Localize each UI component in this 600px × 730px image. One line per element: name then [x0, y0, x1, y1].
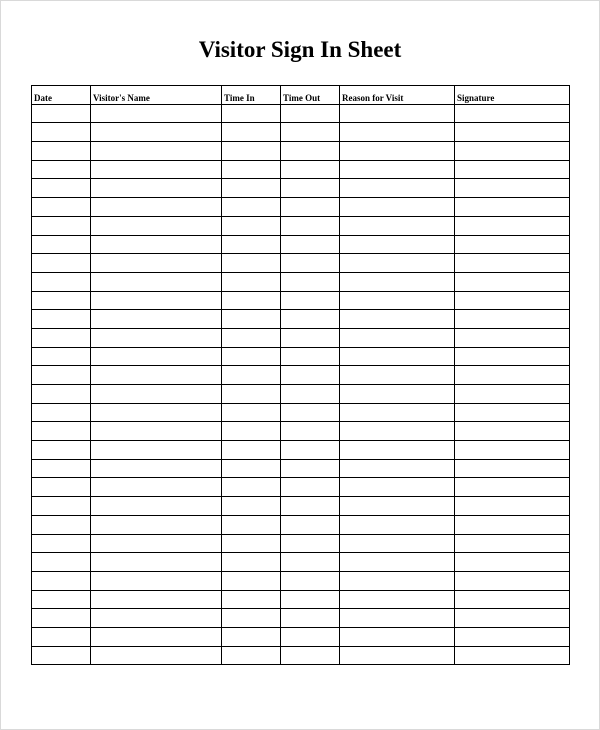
- date-cell[interactable]: [32, 646, 91, 665]
- time-in-cell[interactable]: [222, 366, 281, 385]
- date-cell[interactable]: [32, 347, 91, 366]
- signature-cell[interactable]: [455, 590, 570, 609]
- reason-cell[interactable]: [340, 160, 455, 179]
- column-header-date: Date: [32, 86, 91, 105]
- time-out-cell[interactable]: [281, 478, 340, 497]
- time-out-cell[interactable]: [281, 347, 340, 366]
- time-out-cell[interactable]: [281, 422, 340, 441]
- reason-cell[interactable]: [340, 254, 455, 273]
- table-row: [32, 515, 570, 534]
- time-out-cell[interactable]: [281, 609, 340, 628]
- visitor-name-cell[interactable]: [91, 123, 222, 142]
- reason-cell[interactable]: [340, 422, 455, 441]
- time-in-cell[interactable]: [222, 441, 281, 460]
- time-out-cell[interactable]: [281, 104, 340, 123]
- reason-cell[interactable]: [340, 310, 455, 329]
- reason-cell[interactable]: [340, 515, 455, 534]
- date-cell[interactable]: [32, 235, 91, 254]
- visitor-name-cell[interactable]: [91, 609, 222, 628]
- time-out-cell[interactable]: [281, 123, 340, 142]
- table-row: [32, 441, 570, 460]
- table-row: [32, 366, 570, 385]
- visitor-name-cell[interactable]: [91, 160, 222, 179]
- visitor-name-cell[interactable]: [91, 553, 222, 572]
- visitor-name-cell[interactable]: [91, 216, 222, 235]
- time-out-cell[interactable]: [281, 646, 340, 665]
- reason-cell[interactable]: [340, 347, 455, 366]
- visitor-name-cell[interactable]: [91, 347, 222, 366]
- time-out-cell[interactable]: [281, 515, 340, 534]
- visitor-name-cell[interactable]: [91, 179, 222, 198]
- reason-cell[interactable]: [340, 142, 455, 161]
- column-header-visitor-name: Visitor's Name: [91, 86, 222, 105]
- time-out-cell[interactable]: [281, 160, 340, 179]
- time-in-cell[interactable]: [222, 123, 281, 142]
- table-row: [32, 422, 570, 441]
- reason-cell[interactable]: [340, 272, 455, 291]
- reason-cell[interactable]: [340, 291, 455, 310]
- time-out-cell[interactable]: [281, 328, 340, 347]
- visitor-name-cell[interactable]: [91, 272, 222, 291]
- time-out-cell[interactable]: [281, 198, 340, 217]
- signature-cell[interactable]: [455, 553, 570, 572]
- time-in-cell[interactable]: [222, 216, 281, 235]
- signature-cell[interactable]: [455, 609, 570, 628]
- signature-cell[interactable]: [455, 142, 570, 161]
- table-row: [32, 459, 570, 478]
- time-out-cell[interactable]: [281, 310, 340, 329]
- time-out-cell[interactable]: [281, 497, 340, 516]
- date-cell[interactable]: [32, 422, 91, 441]
- date-cell[interactable]: [32, 198, 91, 217]
- table-row: [32, 497, 570, 516]
- visitor-name-cell[interactable]: [91, 646, 222, 665]
- time-out-cell[interactable]: [281, 571, 340, 590]
- time-out-cell[interactable]: [281, 366, 340, 385]
- visitor-name-cell[interactable]: [91, 534, 222, 553]
- time-in-cell[interactable]: [222, 198, 281, 217]
- signature-cell[interactable]: [455, 478, 570, 497]
- date-cell[interactable]: [32, 366, 91, 385]
- visitor-name-cell[interactable]: [91, 385, 222, 404]
- table-row: [32, 328, 570, 347]
- date-cell[interactable]: [32, 272, 91, 291]
- visitor-name-cell[interactable]: [91, 235, 222, 254]
- table-row: [32, 104, 570, 123]
- date-cell[interactable]: [32, 441, 91, 460]
- time-in-cell[interactable]: [222, 160, 281, 179]
- reason-cell[interactable]: [340, 328, 455, 347]
- signature-cell[interactable]: [455, 646, 570, 665]
- signature-cell[interactable]: [455, 534, 570, 553]
- reason-cell[interactable]: [340, 497, 455, 516]
- time-in-cell[interactable]: [222, 310, 281, 329]
- column-header-time-in: Time In: [222, 86, 281, 105]
- time-in-cell[interactable]: [222, 646, 281, 665]
- table-row: [32, 272, 570, 291]
- reason-cell[interactable]: [340, 403, 455, 422]
- time-out-cell[interactable]: [281, 272, 340, 291]
- visitor-name-cell[interactable]: [91, 310, 222, 329]
- time-out-cell[interactable]: [281, 216, 340, 235]
- reason-cell[interactable]: [340, 459, 455, 478]
- visitor-name-cell[interactable]: [91, 328, 222, 347]
- table-row: [32, 291, 570, 310]
- reason-cell[interactable]: [340, 646, 455, 665]
- table-row: [32, 646, 570, 665]
- signature-cell[interactable]: [455, 459, 570, 478]
- table-row: [32, 142, 570, 161]
- signature-cell[interactable]: [455, 328, 570, 347]
- time-out-cell[interactable]: [281, 534, 340, 553]
- time-in-cell[interactable]: [222, 291, 281, 310]
- time-in-cell[interactable]: [222, 328, 281, 347]
- table-row: [32, 403, 570, 422]
- time-out-cell[interactable]: [281, 441, 340, 460]
- table-row: [32, 160, 570, 179]
- time-in-cell[interactable]: [222, 515, 281, 534]
- date-cell[interactable]: [32, 627, 91, 646]
- signature-cell[interactable]: [455, 385, 570, 404]
- date-cell[interactable]: [32, 254, 91, 273]
- signature-cell[interactable]: [455, 123, 570, 142]
- reason-cell[interactable]: [340, 571, 455, 590]
- time-in-cell[interactable]: [222, 478, 281, 497]
- signature-cell[interactable]: [455, 179, 570, 198]
- time-in-cell[interactable]: [222, 272, 281, 291]
- signature-cell[interactable]: [455, 104, 570, 123]
- date-cell[interactable]: [32, 123, 91, 142]
- time-in-cell[interactable]: [222, 142, 281, 161]
- signature-cell[interactable]: [455, 571, 570, 590]
- visitor-name-cell[interactable]: [91, 571, 222, 590]
- time-in-cell[interactable]: [222, 385, 281, 404]
- time-out-cell[interactable]: [281, 385, 340, 404]
- signature-cell[interactable]: [455, 216, 570, 235]
- reason-cell[interactable]: [340, 609, 455, 628]
- time-out-cell[interactable]: [281, 291, 340, 310]
- signature-cell[interactable]: [455, 515, 570, 534]
- page-title: Visitor Sign In Sheet: [198, 37, 402, 62]
- time-in-cell[interactable]: [222, 497, 281, 516]
- visitor-name-cell[interactable]: [91, 403, 222, 422]
- table-row: [32, 609, 570, 628]
- visitor-name-cell[interactable]: [91, 459, 222, 478]
- visitor-name-cell[interactable]: [91, 515, 222, 534]
- table-row: [32, 385, 570, 404]
- time-in-cell[interactable]: [222, 459, 281, 478]
- signature-cell[interactable]: [455, 422, 570, 441]
- table-row: [32, 123, 570, 142]
- table-row: [32, 478, 570, 497]
- date-cell[interactable]: [32, 403, 91, 422]
- signature-cell[interactable]: [455, 310, 570, 329]
- reason-cell[interactable]: [340, 198, 455, 217]
- date-cell[interactable]: [32, 291, 91, 310]
- date-cell[interactable]: [32, 534, 91, 553]
- time-out-cell[interactable]: [281, 403, 340, 422]
- visitor-name-cell[interactable]: [91, 590, 222, 609]
- signature-cell[interactable]: [455, 254, 570, 273]
- date-cell[interactable]: [32, 497, 91, 516]
- signature-cell[interactable]: [455, 198, 570, 217]
- date-cell[interactable]: [32, 328, 91, 347]
- header-row: [32, 86, 570, 105]
- signature-cell[interactable]: [455, 347, 570, 366]
- table-row: [32, 179, 570, 198]
- reason-cell[interactable]: [340, 441, 455, 460]
- date-cell[interactable]: [32, 515, 91, 534]
- time-in-cell[interactable]: [222, 235, 281, 254]
- time-in-cell[interactable]: [222, 254, 281, 273]
- time-out-cell[interactable]: [281, 553, 340, 572]
- time-in-cell[interactable]: [222, 179, 281, 198]
- signature-cell[interactable]: [455, 272, 570, 291]
- time-out-cell[interactable]: [281, 627, 340, 646]
- time-out-cell[interactable]: [281, 179, 340, 198]
- signature-cell[interactable]: [455, 291, 570, 310]
- time-out-cell[interactable]: [281, 590, 340, 609]
- date-cell[interactable]: [32, 609, 91, 628]
- reason-cell[interactable]: [340, 627, 455, 646]
- date-cell[interactable]: [32, 385, 91, 404]
- table-row: [32, 347, 570, 366]
- time-in-cell[interactable]: [222, 553, 281, 572]
- table-row: [32, 534, 570, 553]
- date-cell[interactable]: [32, 142, 91, 161]
- reason-cell[interactable]: [340, 590, 455, 609]
- date-cell[interactable]: [32, 571, 91, 590]
- reason-cell[interactable]: [340, 553, 455, 572]
- time-out-cell[interactable]: [281, 235, 340, 254]
- table-row: [32, 198, 570, 217]
- column-header-signature: Signature: [455, 86, 570, 105]
- visitor-name-cell[interactable]: [91, 291, 222, 310]
- signature-cell[interactable]: [455, 160, 570, 179]
- table-row: [32, 553, 570, 572]
- signature-cell[interactable]: [455, 235, 570, 254]
- time-in-cell[interactable]: [222, 627, 281, 646]
- date-cell[interactable]: [32, 478, 91, 497]
- table-body: [32, 104, 570, 665]
- time-in-cell[interactable]: [222, 571, 281, 590]
- date-cell[interactable]: [32, 216, 91, 235]
- reason-cell[interactable]: [340, 179, 455, 198]
- time-in-cell[interactable]: [222, 403, 281, 422]
- table-row: [32, 310, 570, 329]
- reason-cell[interactable]: [340, 385, 455, 404]
- visitor-name-cell[interactable]: [91, 422, 222, 441]
- date-cell[interactable]: [32, 179, 91, 198]
- time-in-cell[interactable]: [222, 534, 281, 553]
- reason-cell[interactable]: [340, 534, 455, 553]
- table-row: [32, 235, 570, 254]
- reason-cell[interactable]: [340, 123, 455, 142]
- visitor-name-cell[interactable]: [91, 478, 222, 497]
- table-row: [32, 216, 570, 235]
- visitor-name-cell[interactable]: [91, 254, 222, 273]
- date-cell[interactable]: [32, 590, 91, 609]
- date-cell[interactable]: [32, 310, 91, 329]
- reason-cell[interactable]: [340, 216, 455, 235]
- date-cell[interactable]: [32, 553, 91, 572]
- table-row: [32, 627, 570, 646]
- visitor-name-cell[interactable]: [91, 627, 222, 646]
- reason-cell[interactable]: [340, 366, 455, 385]
- column-header-reason-for-visit: Reason for Visit: [340, 86, 455, 105]
- reason-cell[interactable]: [340, 478, 455, 497]
- date-cell[interactable]: [32, 104, 91, 123]
- table-row: [32, 590, 570, 609]
- time-in-cell[interactable]: [222, 422, 281, 441]
- table-row: [32, 571, 570, 590]
- time-in-cell[interactable]: [222, 609, 281, 628]
- visitor-name-cell[interactable]: [91, 366, 222, 385]
- time-out-cell[interactable]: [281, 459, 340, 478]
- signature-cell[interactable]: [455, 441, 570, 460]
- visitor-log-table: [31, 85, 570, 665]
- date-cell[interactable]: [32, 160, 91, 179]
- time-out-cell[interactable]: [281, 142, 340, 161]
- reason-cell[interactable]: [340, 104, 455, 123]
- date-cell[interactable]: [32, 459, 91, 478]
- time-in-cell[interactable]: [222, 590, 281, 609]
- visitor-name-cell[interactable]: [91, 441, 222, 460]
- reason-cell[interactable]: [340, 235, 455, 254]
- signature-cell[interactable]: [455, 403, 570, 422]
- visitor-name-cell[interactable]: [91, 104, 222, 123]
- column-header-time-out: Time Out: [281, 86, 340, 105]
- visitor-name-cell[interactable]: [91, 198, 222, 217]
- table-row: [32, 254, 570, 273]
- signature-cell[interactable]: [455, 497, 570, 516]
- signature-cell[interactable]: [455, 366, 570, 385]
- time-in-cell[interactable]: [222, 104, 281, 123]
- time-in-cell[interactable]: [222, 347, 281, 366]
- signature-cell[interactable]: [455, 627, 570, 646]
- visitor-name-cell[interactable]: [91, 142, 222, 161]
- time-out-cell[interactable]: [281, 254, 340, 273]
- visitor-name-cell[interactable]: [91, 497, 222, 516]
